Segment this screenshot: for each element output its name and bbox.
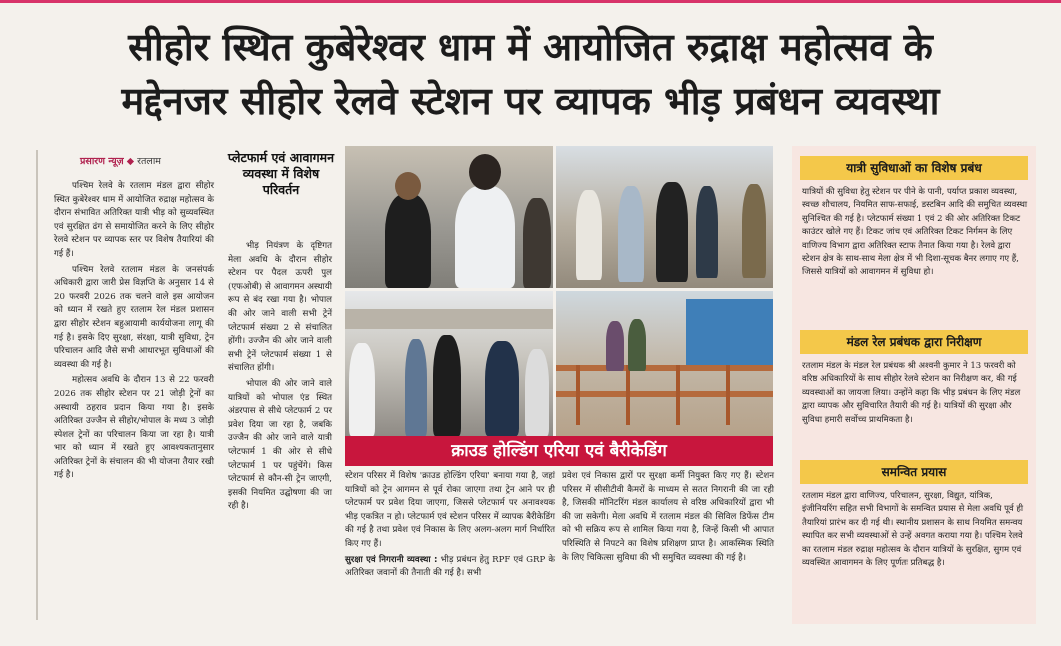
byline-separator: ◆ [126, 156, 135, 167]
column-divider [36, 150, 38, 620]
subhead-security: सुरक्षा एवं निगरानी व्यवस्था : [345, 554, 438, 565]
article-column-4 [562, 470, 774, 567]
photo-police-team [345, 291, 553, 436]
byline [80, 154, 161, 167]
paragraph: सुरक्षा एवं निगरानी व्यवस्था : भीड़ प्रबंधन हेतु RPF एवं GRP के अतिरिक्त जवानों की तैनाती की गई है। सभी [345, 554, 556, 579]
byline-place: रतलाम [137, 156, 161, 167]
article-column-2 [228, 240, 332, 516]
box-heading-passenger-amenities: यात्री सुविधाओं का विशेष प्रबंध [800, 156, 1028, 180]
box-text-coordinated-efforts: रतलाम मंडल द्वारा वाणिज्य, परिचालन, सुरक्षा, विद्युत, यांत्रिक, इंजीनियरिंग सहित सभी विभागों के समन्वित प्रयास से मेला अवधि पूर्व ही तैयारियां प्रारंभ कर दी गई थी। स्थानीय प्रशासन के साथ नियमित समन्वय स्थापित कर सभी व्यवस्थाओं से उन्हें अवगत कराया गया है। पश्चिम रेलवे का रतलाम मंडल रुद्राक्ष महोत्सव के दौरान यात्रियों के सुरक्षित, सुगम एवं व्यवस्थित आवागमन के लिए पूर्णतः प्रतिबद्ध है। [802, 491, 1024, 569]
paragraph: स्टेशन परिसर में विशेष 'क्राउड होल्डिंग एरिया' बनाया गया है, जहां यात्रियों को ट्रेन आगमन से पूर्व रोका जाएगा तथा ट्रेन आने पर ही प्लेटफार्म पर प्रवेश दिया जाएगा, जिससे प्लेटफार्म पर अनावश्यक भीड़ एकत्रित न हो। प्लेटफार्म एवं स्टेशन परिसर में व्यापक बैरीकेडिंग की गई है तथा प्रवेश एवं निकास के लिए अलग-अलग मार्ग निर्धारित किए गए हैं। [345, 471, 555, 549]
page-headline [18, 20, 1043, 128]
sidebar-panel [792, 146, 1036, 624]
byline-source: प्रसारण न्यूज़ [80, 156, 124, 167]
photo-officials-inspection [345, 146, 553, 288]
headline-line-2: मद्देनजर सीहोर रेलवे स्टेशन पर व्यापक भीड़ प्रबंधन व्यवस्था [121, 79, 940, 123]
box-text-drm-inspection: रतलाम मंडल के मंडल रेल प्रबंधक श्री अश्वनी कुमार ने 13 फरवरी को वरिष्ठ अधिकारियों के साथ सीहोर रेलवे स्टेशन का निरीक्षण कर, की गई व्यवस्थाओं का जायजा लिया। उन्होंने कहा कि भीड़ प्रबंधन के लिए मंडल द्वारा व्यापक और सुविचारित तैयारी की गई है। यात्रियों की सुरक्षा और सुविधा हमारी सर्वोच्च प्राथमिकता है। [802, 361, 1021, 425]
box-heading-coordinated-efforts: समन्वित प्रयास [800, 460, 1028, 484]
paragraph: महोत्सव अवधि के दौरान 13 से 22 फरवरी 2026 तक सीहोर स्टेशन पर 21 जोड़ी ट्रेनों का अस्थायी ठहराव प्रदान किया गया है। इसके अतिरिक्त उज्जैन से सीहोर/भोपाल के मध्य 3 जोड़ी स्पेशल ट्रेनों का परिचालन किया जा रहा है। यात्री भार को ध्यान में रखते हुए आवश्यकतानुसार अतिरिक्त ट्रेनों के संचालन की भी योजना तैयार रखी गई है। [54, 375, 214, 481]
paragraph: प्रवेश एवं निकास द्वारों पर सुरक्षा कर्मी नियुक्त किए गए हैं। स्टेशन परिसर में सीसीटीवी कैमरों के माध्यम से सतत निगरानी की जा रही है, जिसकी मॉनिटरिंग मंडल कार्यालय से वरिष्ठ अधिकारियों द्वारा भी की जा सकेगी। मेला अवधि में रतलाम मंडल की सिविल डिफेंस टीम को भी सक्रिय रूप से शामिल किया गया है, जिन्हें किसी भी आपात परिस्थिति से निपटने का विशेष प्रशिक्षण प्राप्त है। आकस्मिक स्थिति के लिए चिकित्सा सुविधा की भी समुचित व्यवस्था की गई है। [562, 471, 774, 563]
photo-station-platform [556, 146, 773, 288]
article-column-3 [345, 470, 555, 583]
column-2-heading: प्लेटफार्म एवं आवागमन व्यवस्था में विशेष परिवर्तन [227, 150, 335, 197]
paragraph: भोपाल की ओर जाने वाले यात्रियों को भोपाल एंड स्थित अंडरपास से सीधे प्लेटफार्म 2 पर प्रवेश दिया जा रहा है, जबकि उज्जैन की ओर जाने वाले यात्री प्लेटफार्म 1 की ओर से सीधे प्लेटफार्म 1 पर पहुंचेंगे। किस प्लेटफार्म से कौन-सी ट्रेन जाएगी, इसकी नियमित उद्घोषणा की जा रही है। [228, 378, 332, 512]
paragraph: पश्चिम रेलवे के रतलाम मंडल द्वारा सीहोर स्थित कुबेरेश्वर धाम में आयोजित रुद्राक्ष महोत्सव के दौरान संभावित अतिरिक्त यात्री भीड़ को सुव्यवस्थित एवं सुरक्षित ढंग से समायोजित करने के लिए सीहोर रेलवे स्टेशन पर व्यापक स्तर पर विशेष तैयारियां की गई हैं। [54, 181, 214, 259]
box-text-passenger-amenities: यात्रियों की सुविधा हेतु स्टेशन पर पीने के पानी, पर्याप्त प्रकाश व्यवस्था, स्वच्छ शौचालय, नियमित साफ-सफाई, डस्टबिन आदि की समुचित व्यवस्था सुनिश्चित की गई है। प्लेटफार्म संख्या 1 एवं 2 की ओर अतिरिक्त टिकट काउंटर खोले गए हैं। टिकट जांच एवं अतिरिक्त टिकट निर्गमन के लिए वाणिज्य विभाग द्वारा अतिरिक्त स्टाफ तैनात किया गया है। रेलवे द्वारा स्टेशन क्षेत्र के साथ-साथ मेला क्षेत्र में भी दिशा-सूचक बैनर लगाए गए हैं, जिससे यात्रियों को आवागमन में सुविधा हो। [802, 187, 1028, 278]
top-accent-rule [0, 0, 1061, 3]
box-heading-drm-inspection: मंडल रेल प्रबंधक द्वारा निरीक्षण [800, 330, 1028, 354]
paragraph: पश्चिम रेलवे रतलाम मंडल के जनसंपर्क अधिकारी द्वारा जारी प्रेस विज्ञप्ति के अनुसार 14 से 20 फरवरी 2026 तक चलने वाले इस आयोजन को ध्यान में रखते हुए रतलाम रेल मंडल प्रशासन द्वारा सीहोर स्टेशन बहुआयामी कार्ययोजना लागू की गई है। इसके दिए सुरक्षा, संरक्षा, यात्री सुविधा, ट्रेन परिचालन आदि जैसे सभी आधारभूत सुविधाओं की व्यवस्था की गई है। [54, 264, 214, 370]
photo-caption-banner: क्राउड होल्डिंग एरिया एवं बैरीकेडिंग [345, 436, 773, 466]
article-column-1 [54, 180, 214, 485]
headline-line-1: सीहोर स्थित कुबेरेश्वर धाम में आयोजित रुद्राक्ष महोत्सव के [128, 25, 933, 69]
paragraph: भीड़ नियंत्रण के दृष्टिगत मेला अवधि के दौरान सीहोर स्टेशन पर पैदल ऊपरी पुल (एफओबी) से आवागमन अस्थायी रूप से बंद रखा गया है। भोपाल की ओर जाने वाली सभी ट्रेनें प्लेटफार्म संख्या 2 से संचालित होंगी। उज्जैन की ओर जाने वाली सभी ट्रेनें प्लेटफार्म संख्या 1 से संचालित होंगी। [228, 241, 332, 374]
photo-barricading [556, 291, 773, 436]
photo-collage [345, 146, 773, 436]
